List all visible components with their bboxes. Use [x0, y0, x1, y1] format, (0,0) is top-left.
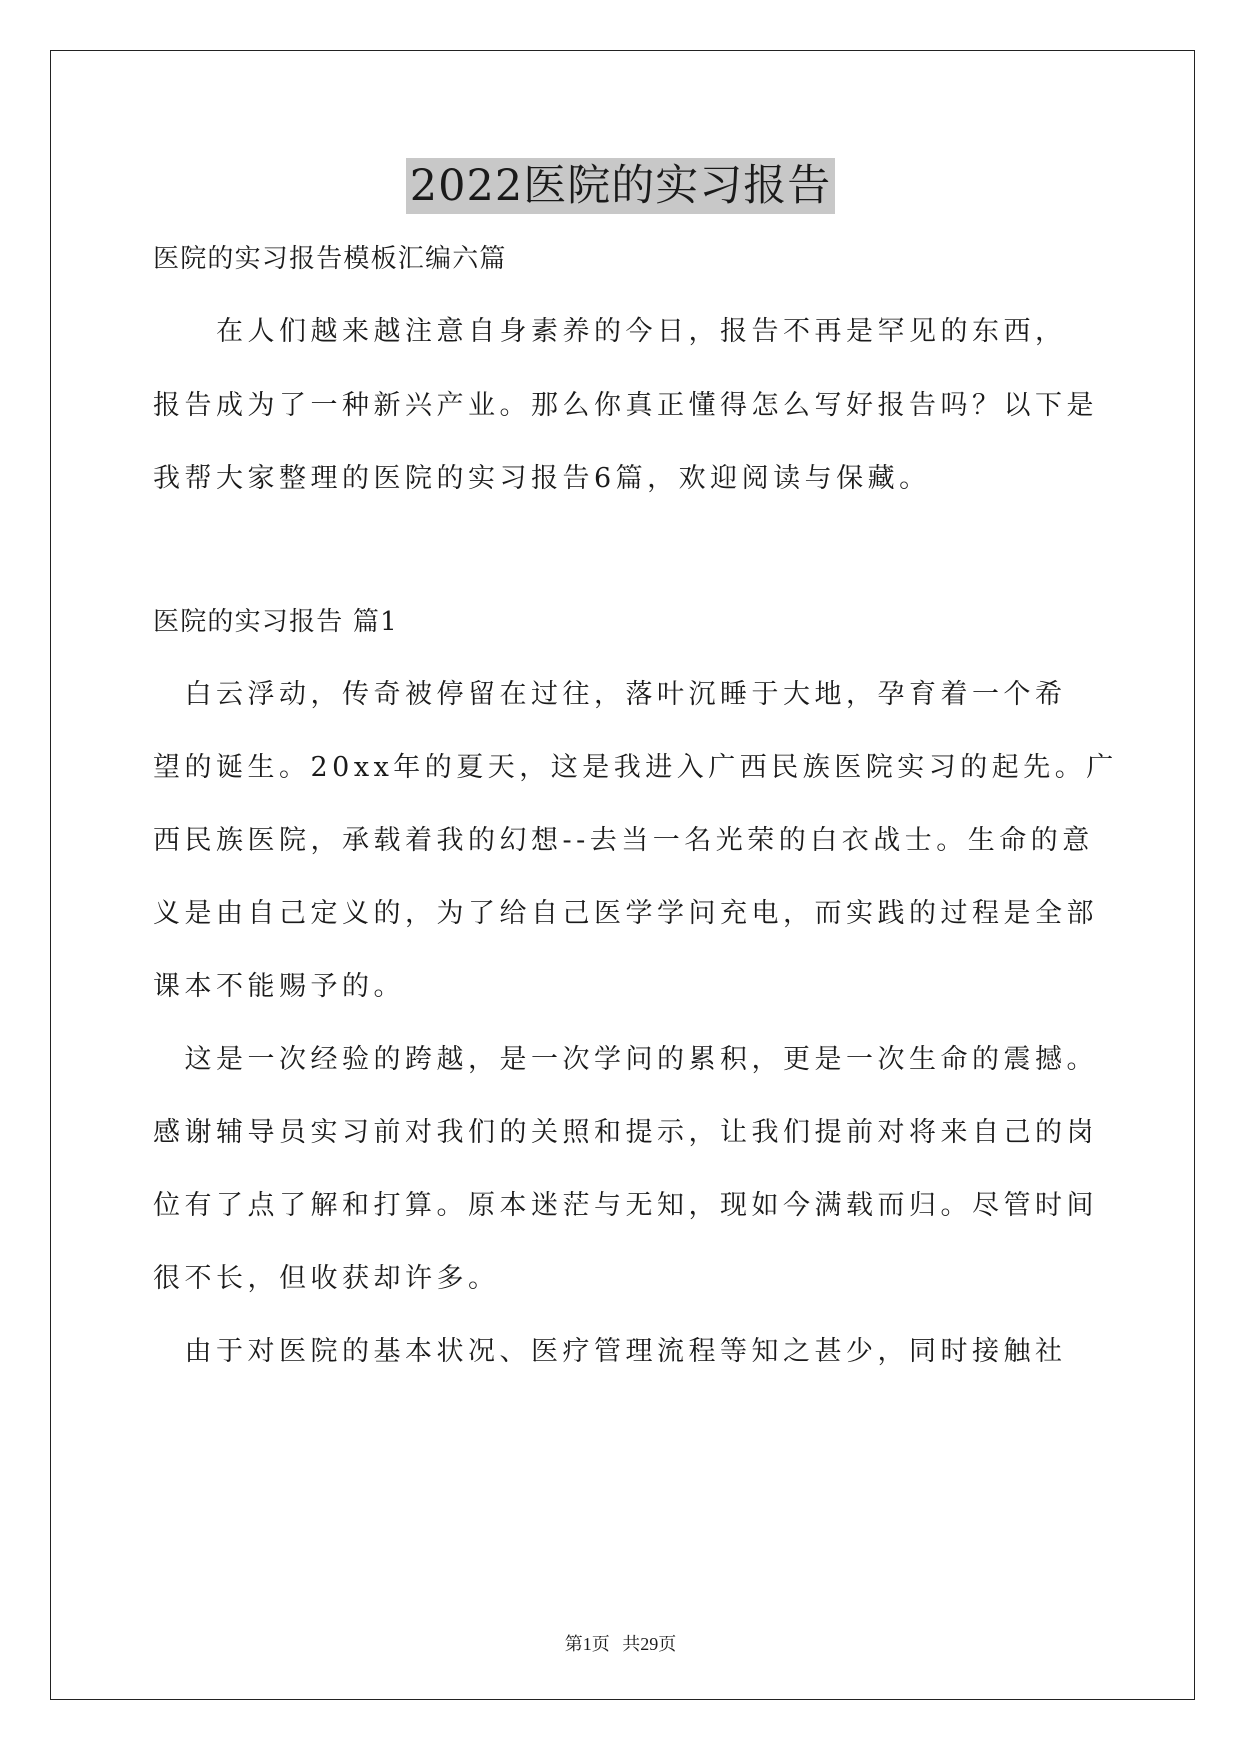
intro-line: 在人们越来越注意自身素养的今日，报告不再是罕见的东西，	[153, 316, 1067, 347]
body-line: 白云浮动，传奇被停留在过往，落叶沉睡于大地，孕育着一个希	[153, 679, 1067, 710]
intro-line: 我帮大家整理的医院的实习报告6篇，欢迎阅读与保藏。	[153, 463, 931, 494]
body-line: 由于对医院的基本状况、医疗管理流程等知之甚少，同时接触社	[153, 1336, 1067, 1367]
body-line: 望的诞生。20xx年的夏天，这是我进入广西民族医院实习的起先。广	[153, 752, 1118, 783]
page-footer	[0, 1632, 1241, 1656]
body-line: 这是一次经验的跨越，是一次学问的累积，更是一次生命的震撼。	[153, 1044, 1098, 1075]
intro-line: 报告成为了一种新兴产业。那么你真正懂得怎么写好报告吗？以下是	[153, 390, 1098, 421]
document-title: 2022医院的实习报告	[406, 158, 835, 214]
body-line: 很不长，但收获却许多。	[153, 1263, 500, 1294]
section-heading: 医院的实习报告 篇1	[153, 607, 398, 637]
page-total: 共29页	[622, 1634, 677, 1654]
body-line: 课本不能赐予的。	[153, 971, 405, 1002]
body-line: 感谢辅导员实习前对我们的关照和提示，让我们提前对将来自己的岗	[153, 1117, 1098, 1148]
body-line: 西民族医院，承载着我的幻想--去当一名光荣的白衣战士。生命的意	[153, 825, 1094, 856]
page-number: 第1页	[564, 1634, 610, 1654]
body-line: 位有了点了解和打算。原本迷茫与无知，现如今满载而归。尽管时间	[153, 1190, 1098, 1221]
body-line: 义是由自己定义的，为了给自己医学学问充电，而实践的过程是全部	[153, 898, 1098, 929]
document-subtitle: 医院的实习报告模板汇编六篇	[153, 244, 507, 274]
page-border	[50, 50, 1195, 1700]
title-wrap	[0, 158, 1241, 214]
